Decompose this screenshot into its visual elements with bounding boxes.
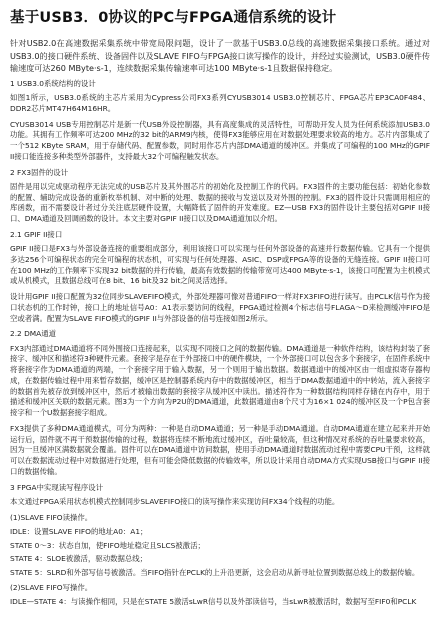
subsection-heading: (1)SLAVE FIFO读操作。 <box>10 512 93 522</box>
paragraph: FX3内部通过DMA通道将不同外围接口连接起来，以实现不同接口之间的数据传输。DMA通道是一种软件结构，该结构封装了套接字、缓冲区和描述符3种硬件元素。套接字是存在于外部接口中的硬件模块，一个外部接口可以包含多个套接字，在固件系统中将套接字作为DMA通道的两端，一个套接字用于输入数据，另一个则用于输出数据。数据通道中的缓冲区由一组虚拟寄存器构成，在数据传输过程中用来暂存数据，缓冲区是控制器系统内存中的数据缓冲区，相当于DMA数据通道中的中转站，流入套接字的数据首先被存放到缓冲区中，然后才被输出数据的套接字从缓冲区中读出。描述符作为一种数据结构同样存储在内存中，用于描述和缓冲区关联的数据元素。图3为一个方向为P2U的DMA通道，此数据通道由8个尺寸为16×1 024的缓冲区及一个P包含套接字和一个U数据套接字组成。 <box>10 343 430 418</box>
step-line: STATE 0～3：状态自加，使FIFO地址稳定且SLCS被激活； <box>10 540 205 550</box>
step-line: STATE 5：SLRD和外部写信号被激活。当FIFO指针在PCLK的上升沿更新，这会启动从新寻址位置到数据总线上的数据传输。 <box>10 568 420 578</box>
paragraph: 固件是用以完成驱动程序无法完成的USB芯片及其外围芯片的初始化及控制工作的代码。FX3固件的主要功能包括：初始化参数的配置、辅助完成设备的重新枚举机制、对中断的处理、数据的接收与发送以及对外围的控制。FX3的固件设计只需调用相应的库函数，而不需要设计者过分关注底层硬件设置，大幅降低了固件的开发难度。EZ—USB FX3的固件设计主要包括对GPIF II接口、DMA通道及回调函数的设计。本文主要对GPIF II接口以及DMA通道加以介绍。 <box>10 181 430 224</box>
section-heading: 1 USB3.0系统结构的设计 <box>10 78 96 88</box>
intro-paragraph: 针对USB2.0在高速数据采集系统中带宽局限问题，设计了一款基于USB3.0总线的高速数据采集接口系统。通过对USB3.0的接口硬件系统、设备固件以及SLAVE FIFO与FPGA接口读写操作的设计，并经过实验测试，USB3.0硬件传输速度可达260 MByte·s-1，连续数据采集传输速率可达100 MByte·s-1且数据保持稳定。 <box>10 38 430 73</box>
step-line: IDLE—STATE 4：与读操作相同，只是在STATE 5激活sLwR信号以及外部读信号，当sLwR被激活时，数据写至FIF0和PCLK <box>10 597 417 607</box>
paragraph: GPIF II接口是FX3与外部设备连接的重要组成部分，利用该接口可以实现与任何外部设备的高速并行数据传输。它具有一个提供多达256个可编程状态的完全可编程的状态机，可实现与任何处理器、ASIC、DSP或FPGA等的设备的无缝连接。GPIF II接口可在100 MHz的工作频率下实现32 bit数据的并行传输，最高有效数据的传输带宽可达400 MByte·s-1，该接口可配置为主机模式或从机模式，且数据总线可在8 bit、16 bit及32 bit之间灵活选择。 <box>10 244 430 286</box>
section-heading: 3 FPGA中实现读写程序设计 <box>10 482 104 492</box>
paragraph: 设计用GPIF II接口配置为32位同步SLAVEFIFO模式，外部处理器可像对普通FIFO一样对FX3FIFO进行读写。由PCLK信号作为接口状态机的工作时钟，接口上的地址信号A0：A1表示要访问的线程，FPGA通过检测4个标志信号FLAGA～D来检测缓冲FIFO是空或者满。配置为SLAVE FIFO模式的GPIF II与外部设备的信号连接如图2所示。 <box>10 292 430 323</box>
subsection-heading: 2.2 DMA通道 <box>10 329 57 339</box>
step-line: IDLE：设置SLAVE FIFO的地址A0：A1； <box>10 527 148 536</box>
page-title: 基于USB3．0协议的PC与FPGA通信系统的设计 <box>10 10 337 26</box>
paragraph: CYUSB3014 USB专用控制芯片是新一代USB外设控制器，具有高度集成的灵活特性，可帮助开发人员为任何系统添加USB3.0功能。其拥有工作频率可达200 MHz的32 bit的ARM9内核，使得FX3能够应用在对数据处理要求较高的地方。芯片内部集成了一个512 KByte SRAM，用于存储代码、配置参数，同时用作芯片内部DMA通道的缓冲区。并集成了可编程的100 MHz的GPIF II接口能连接多种类型外部器件，支持最大32个可编程触发状态。 <box>10 119 430 161</box>
paragraph: 本文通过FPGA采用状态机模式控制同步SLAVEFIFO接口的读写操作来实现访问FX34个线程的功能。 <box>10 496 340 506</box>
section-heading: 2 FX3固件的设计 <box>10 167 69 177</box>
paragraph: FX3提供了多种DMA通道模式，可分为两种：一种是自动DMA通道；另一种是手动DMA通道。自动DMA通道在建立起来并开始运行后，固件就不再干预数据传输的过程，数据将连续不断地流过缓冲区，吞吐量较高，但这种情况对系统的吞吐量要求较高，因为一旦缓冲区满数据就会覆盖。固件可以在DMA通道中访问数据，使用手动DMA通道时数据流动过程中需要CPU干预，这样就可以在数据流动过程中对数据进行处理，但有可能会降低数据的传输效率，所以设计采用自动DMA方式实现USB接口与GPIF II接口的数据传输。 <box>10 423 430 476</box>
subsection-heading: (2)SLAVE FIFO写操作。 <box>10 582 93 592</box>
step-line: STATE 4：SLOE被激活，驱动数据总线； <box>10 554 148 564</box>
paragraph: 如图1所示，USB3.0系统的主芯片采用为Cypress公司FX3系列CYUSB3014 USB3.0控制芯片、FPGA芯片EP3CA0F484、DDR2芯片MT47H64M16HR。 <box>10 93 430 113</box>
subsection-heading: 2.1 GPIF II接口 <box>10 229 63 239</box>
